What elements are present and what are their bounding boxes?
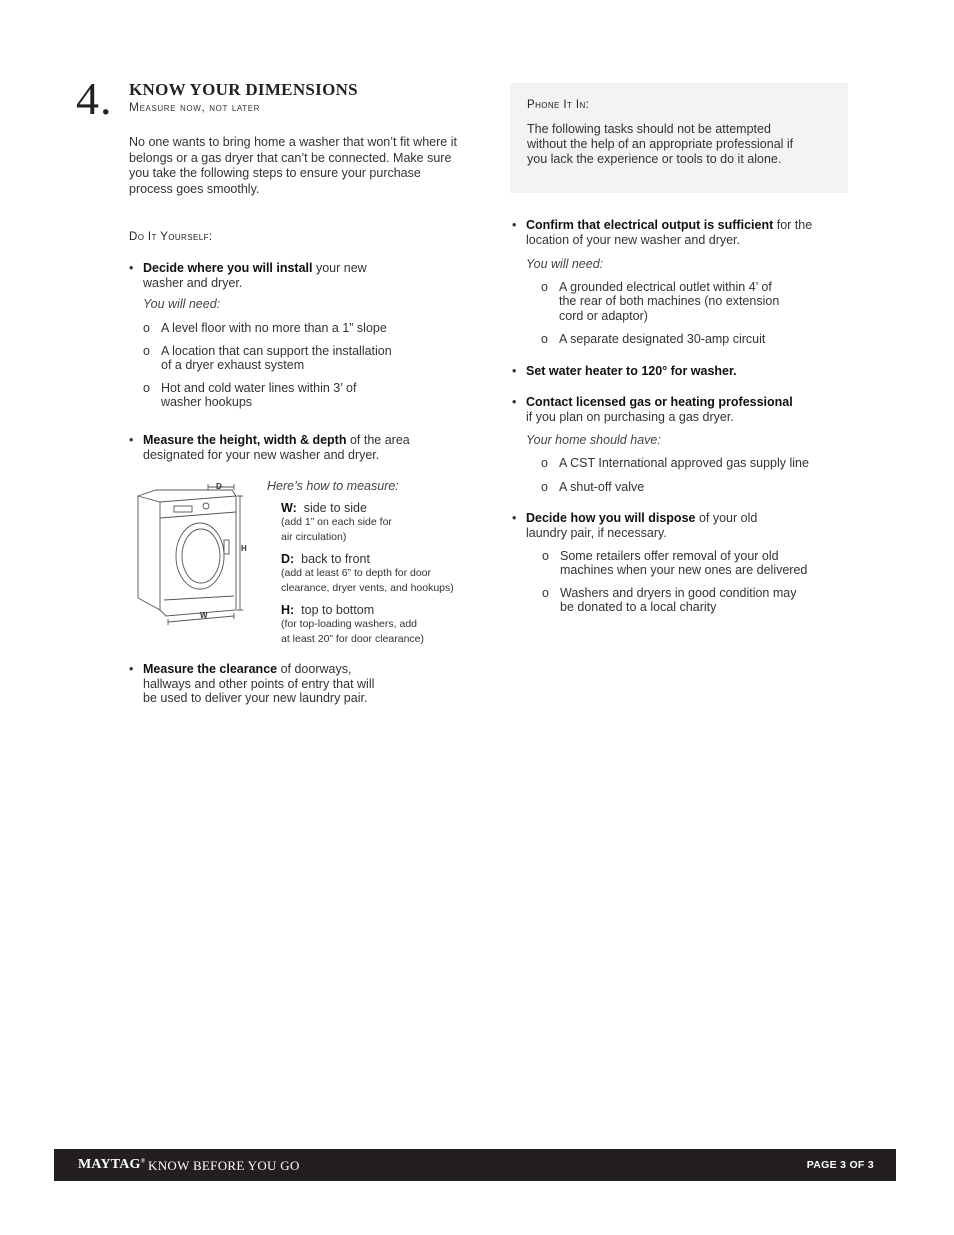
sub-item-text: A CST International approved gas supply line — [559, 456, 809, 470]
sub-item-text: A location that can support the installation — [161, 344, 392, 358]
sub-item-text-line2: of a dryer exhaust system — [161, 358, 305, 373]
sub-item-text-line2: washer hookups — [161, 395, 253, 410]
phone-sub-item — [541, 480, 645, 494]
phone-need-label: You will need: — [526, 257, 604, 271]
depth-note-line2: clearance, dryer vents, and hookups) — [281, 581, 454, 594]
height-note-line2: at least 20” for door clearance) — [281, 632, 424, 645]
sub-item-text-line3: cord or adaptor) — [559, 308, 648, 323]
item-bold: Measure the clearance — [143, 662, 278, 676]
width-note: (add 1” on each side for — [281, 516, 392, 529]
height-note: (for top-loading washers, add — [281, 618, 417, 631]
phone-sub-item — [542, 586, 797, 615]
sub-item-text: A separate designated 30-amp circuit — [559, 332, 766, 346]
phone-sub-item — [541, 280, 780, 323]
item-text-line2: laundry pair, if necessary. — [526, 525, 667, 540]
phone-intro-line1: The following tasks should not be attempted — [527, 122, 771, 136]
sub-item-text: Hot and cold water lines within 3’ of — [161, 381, 357, 395]
item-text: of doorways, — [277, 662, 352, 676]
intro-paragraph: No one wants to bring home a washer that won’t fit where it belongs or a gas dryer that can’t be connected. Make sure you take the following steps to ensure your purchase process goes smoothly. — [129, 135, 457, 196]
bullet-icon: • — [129, 261, 134, 275]
height-label: H — [241, 544, 247, 553]
depth-code: D: — [281, 552, 295, 566]
sub-item-text-line2: machines when your new ones are delivered — [560, 563, 808, 578]
bullet-icon: • — [512, 511, 517, 525]
brand-name: MAYTAG — [78, 1157, 141, 1172]
measure-height — [281, 603, 481, 646]
washer-panel-line — [160, 512, 236, 518]
sub-item-text-line2: the rear of both machines (no extension — [559, 294, 780, 309]
step-number: 4. — [76, 73, 113, 124]
width-label: W — [200, 611, 208, 620]
section-subtitle: Measure now, not later — [129, 100, 261, 114]
sub-bullet-icon: o — [143, 321, 150, 335]
item-text-line2: washer and dryer. — [143, 275, 243, 290]
sub-item-text: A grounded electrical outlet within 4’ of — [559, 280, 772, 294]
phone-sub-item — [541, 332, 766, 346]
sub-bullet-icon: o — [541, 332, 548, 346]
measure-depth — [281, 552, 481, 595]
depth-text: back to front — [301, 552, 370, 566]
sub-bullet-icon: o — [541, 456, 548, 470]
bullet-icon: • — [129, 433, 134, 447]
phone-item-water-heater — [512, 364, 846, 379]
item-text-line3: be used to deliver your new laundry pair. — [143, 691, 368, 705]
sub-bullet-icon: o — [143, 381, 150, 395]
item-bold: Decide where you will install — [143, 261, 313, 275]
width-text: side to side — [303, 501, 367, 515]
sub-item-text: A shut-off valve — [559, 480, 645, 494]
washer-dimension-diagram — [128, 478, 258, 628]
washer-door-inner — [182, 529, 220, 583]
washer-knob — [203, 503, 209, 509]
bullet-icon: • — [512, 218, 517, 232]
diy-label: Do It Yourself: — [129, 231, 213, 243]
item-bold: Measure the height, width & depth — [143, 433, 347, 447]
footer-bar — [54, 1149, 896, 1181]
phone-need-label: Your home should have: — [526, 433, 661, 447]
diy-sub-item — [143, 381, 357, 410]
diy-need-label: You will need: — [143, 297, 221, 311]
bullet-icon: • — [512, 395, 517, 409]
item-text: of your old — [695, 511, 758, 525]
phone-intro — [527, 122, 842, 167]
width-note-line2: air circulation) — [281, 530, 347, 543]
washer-top-edge — [138, 496, 236, 502]
item-text-line2: location of your new washer and dryer. — [526, 232, 741, 247]
item-text: for the — [773, 218, 813, 232]
depth-label: D — [216, 482, 222, 491]
depth-note: (add at least 6” to depth for door — [281, 567, 432, 580]
width-code: W: — [281, 501, 297, 515]
diy-item-measure — [129, 433, 443, 462]
section-title: KNOW YOUR DIMENSIONS — [129, 80, 358, 99]
bullet-icon: • — [129, 662, 134, 676]
footer-tagline: KNOW BEFORE YOU GO — [148, 1158, 300, 1173]
sub-item-text-line2: be donated to a local charity — [560, 600, 717, 615]
sub-bullet-icon: o — [541, 280, 548, 294]
item-text-line2: designated for your new washer and dryer. — [143, 447, 380, 462]
phone-intro-line3: you lack the experience or tools to do it alone. — [527, 152, 782, 166]
sub-bullet-icon: o — [143, 344, 150, 358]
bullet-icon: • — [512, 364, 517, 378]
item-bold: Decide how you will dispose — [526, 511, 696, 525]
brand-logo — [78, 1157, 145, 1173]
washer-door-outer — [176, 523, 224, 589]
phone-item-electrical — [512, 218, 846, 247]
height-code: H: — [281, 603, 295, 617]
measure-width — [281, 501, 481, 544]
diy-item-clearance — [129, 662, 423, 706]
sub-item-text: Washers and dryers in good condition may — [560, 586, 797, 600]
washer-dispenser — [174, 506, 192, 512]
phone-item-dispose — [512, 511, 846, 540]
phone-label: Phone It In: — [527, 99, 590, 111]
diy-sub-item — [143, 344, 392, 373]
sub-item-text: Some retailers offer removal of your old — [560, 549, 779, 563]
washer-base-line — [164, 596, 234, 600]
phone-it-in-callout — [510, 83, 848, 193]
diy-item-install — [129, 261, 433, 290]
item-text: your new — [312, 261, 367, 275]
phone-sub-item — [541, 456, 809, 470]
washer-door-handle — [224, 540, 229, 554]
item-text-line2: if you plan on purchasing a gas dryer. — [526, 409, 734, 424]
phone-sub-item — [542, 549, 808, 578]
sub-bullet-icon: o — [541, 480, 548, 494]
diy-sub-item — [143, 321, 387, 335]
sub-item-text: A level floor with no more than a 1” slope — [161, 321, 387, 335]
registered-mark: ® — [140, 1158, 146, 1165]
item-text-line2: hallways and other points of entry that will — [143, 676, 375, 691]
measure-heading: Here’s how to measure: — [267, 479, 399, 493]
item-bold: Contact licensed gas or heating professional — [526, 395, 793, 409]
item-bold: Set water heater to 120° for washer. — [526, 364, 737, 378]
phone-item-gas-professional — [512, 395, 846, 424]
sub-bullet-icon: o — [542, 586, 549, 600]
page-indicator: PAGE 3 OF 3 — [806, 1159, 874, 1171]
sub-bullet-icon: o — [542, 549, 549, 563]
item-bold: Confirm that electrical output is sufficient — [526, 218, 774, 232]
phone-intro-line2: without the help of an appropriate professional if — [527, 137, 794, 151]
height-text: top to bottom — [301, 603, 375, 617]
item-text: of the area — [346, 433, 410, 447]
